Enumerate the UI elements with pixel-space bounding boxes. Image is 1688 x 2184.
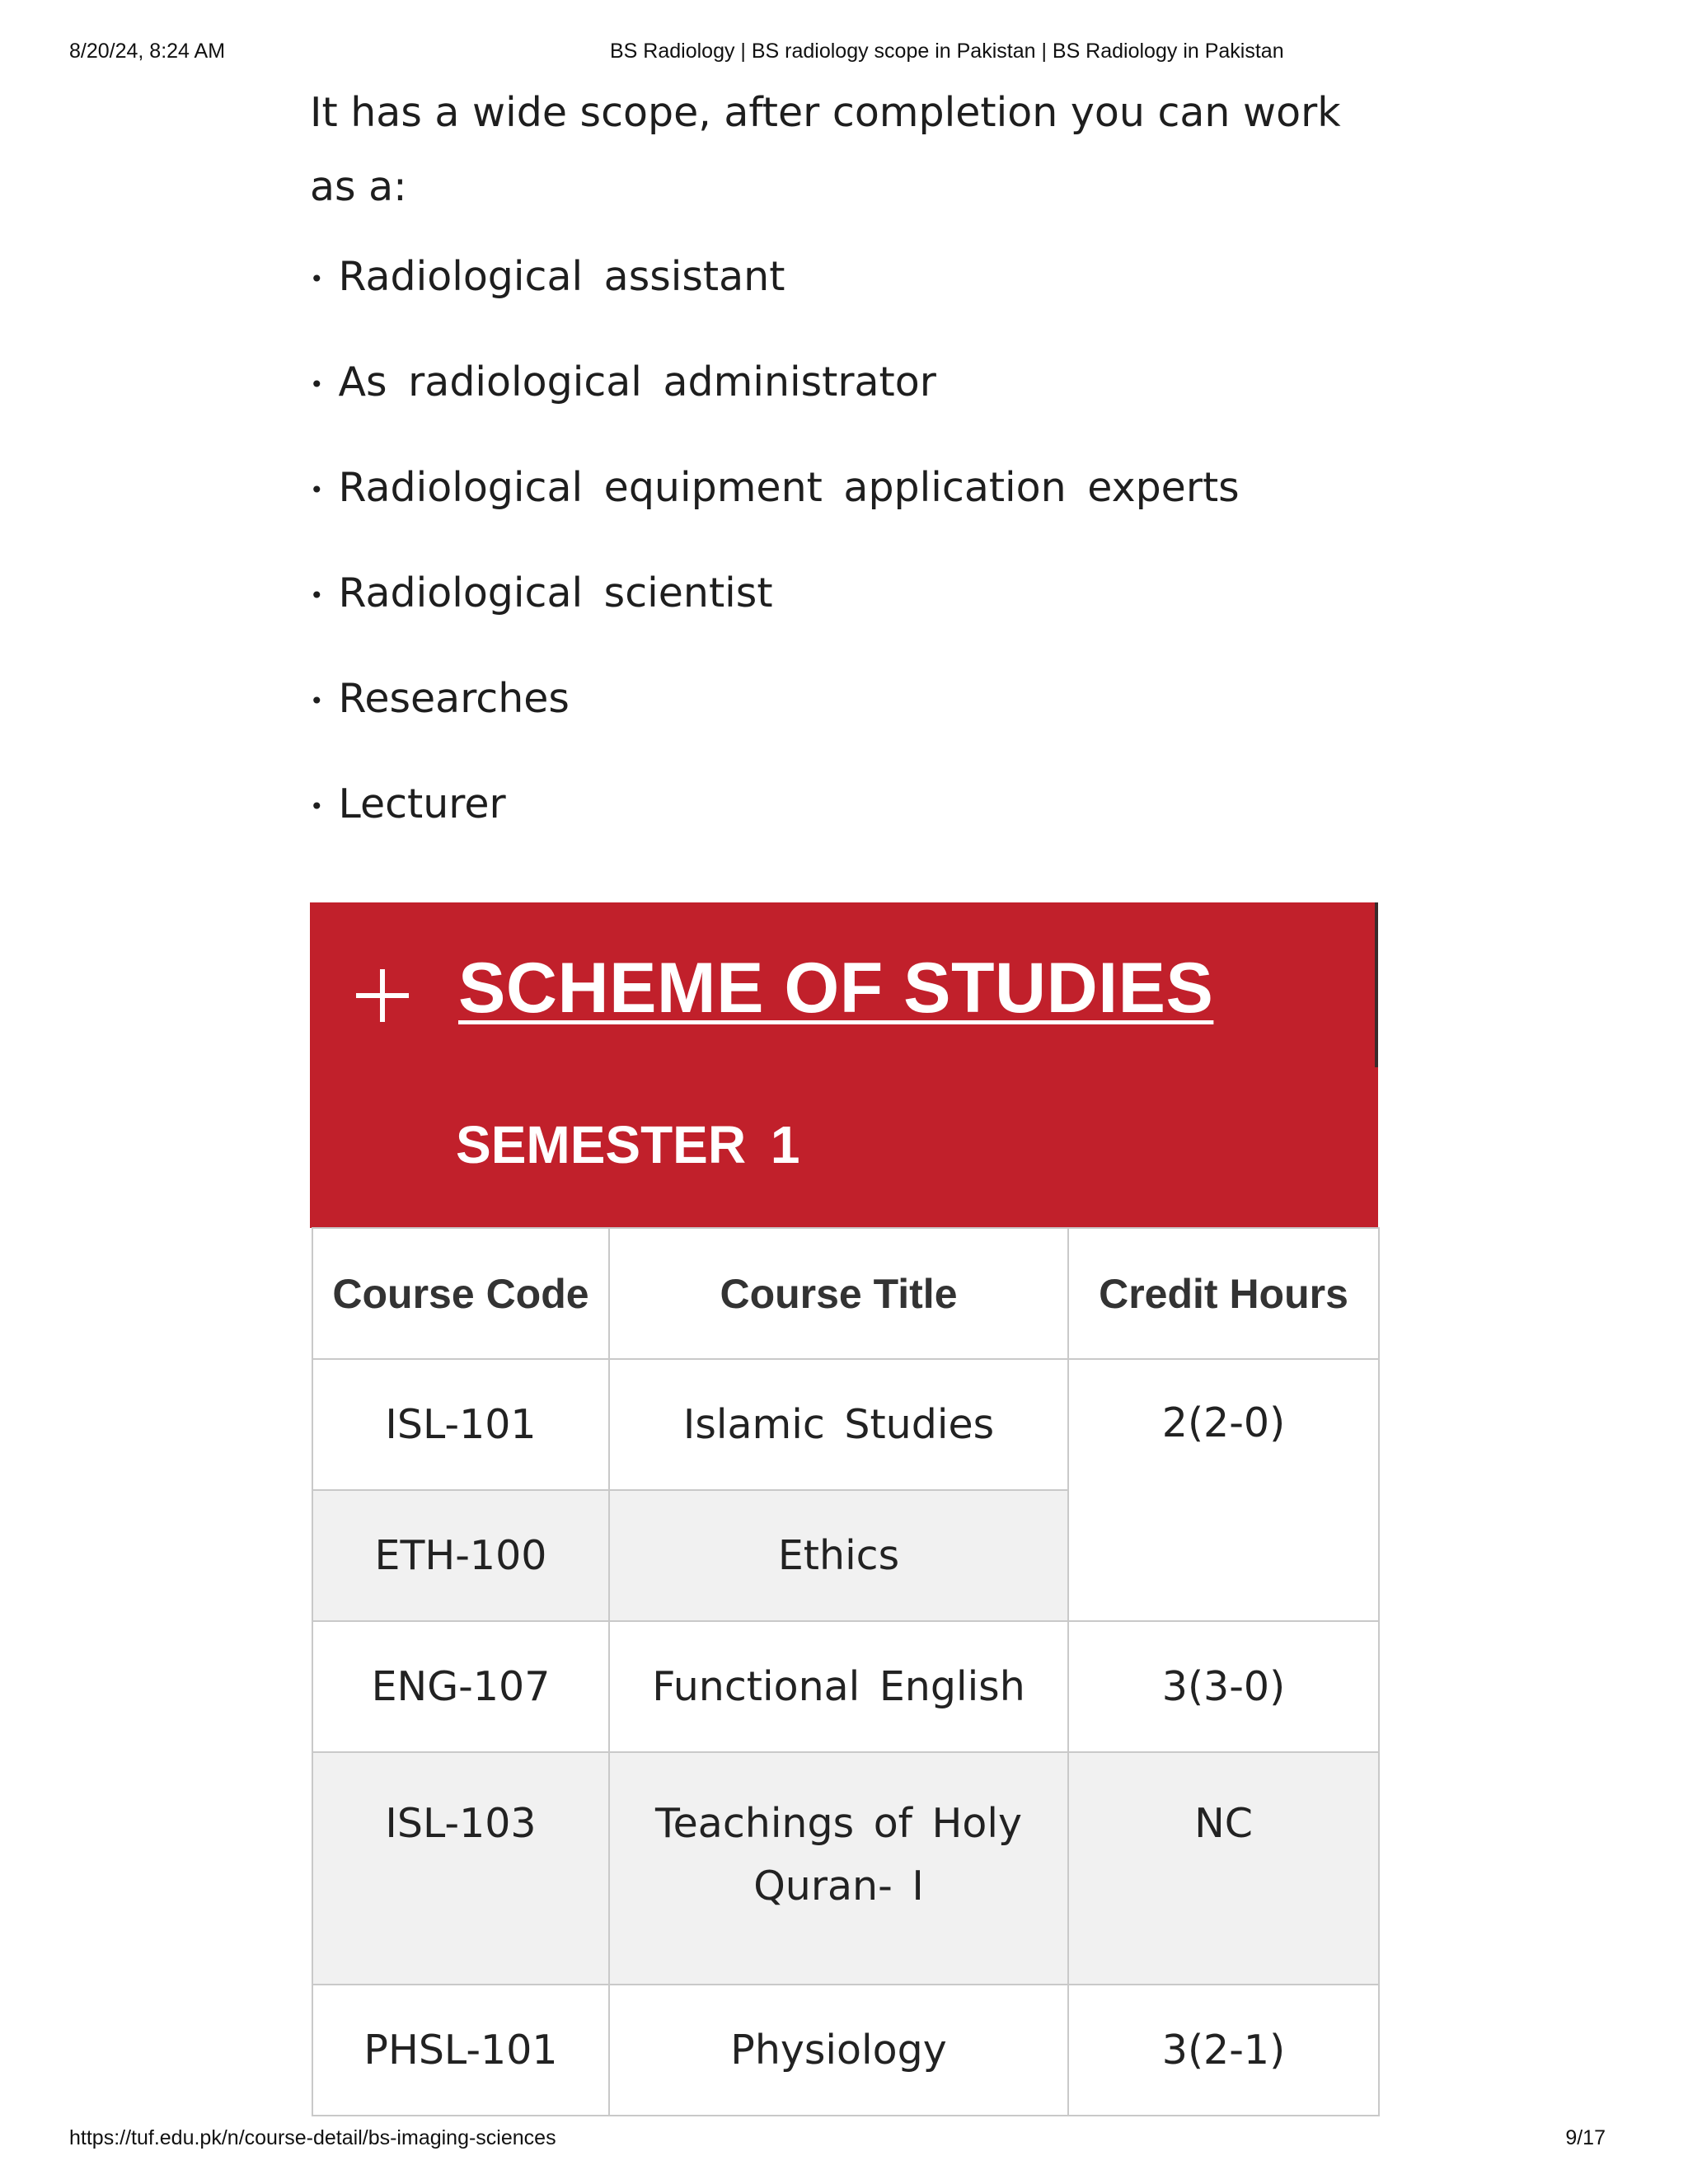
table-row bbox=[312, 1985, 1379, 2116]
table-header-row bbox=[312, 1228, 1379, 1359]
bullet-icon: • bbox=[310, 265, 324, 293]
header-course-title: Course Title bbox=[609, 1228, 1068, 1359]
intro-paragraph: It has a wide scope, after completion you can work as a: bbox=[310, 89, 1341, 210]
header-course-code: Course Code bbox=[312, 1228, 609, 1359]
course-code: PHSL-101 bbox=[312, 1985, 609, 2116]
course-title: Teachings of Holy Quran- I bbox=[609, 1752, 1068, 1985]
header-credit-hours: Credit Hours bbox=[1068, 1228, 1379, 1359]
print-header bbox=[0, 40, 1688, 68]
banner-edge bbox=[1375, 902, 1378, 1067]
credit-hours: 3(3-0) bbox=[1068, 1621, 1379, 1752]
print-footer bbox=[0, 2126, 1688, 2154]
print-page-title: BS Radiology | BS radiology scope in Pakistan | BS Radiology in Pakistan bbox=[610, 40, 1284, 63]
print-datetime: 8/20/24, 8:24 AM bbox=[69, 40, 226, 63]
list-item: • Radiological equipment application experts bbox=[310, 464, 1240, 511]
list-item: • Radiological assistant bbox=[310, 253, 785, 300]
table-row bbox=[312, 1752, 1379, 1985]
course-code: ENG-107 bbox=[312, 1621, 609, 1752]
course-code: ETH-100 bbox=[312, 1490, 609, 1621]
course-code: ISL-103 bbox=[312, 1752, 609, 1985]
credit-hours: 2(2-0) bbox=[1068, 1359, 1379, 1621]
course-title: Islamic Studies bbox=[609, 1359, 1068, 1490]
credit-hours: NC bbox=[1068, 1752, 1379, 1985]
course-code: ISL-101 bbox=[312, 1359, 609, 1490]
semester-heading: SEMESTER 1 bbox=[456, 1115, 800, 1174]
career-list bbox=[310, 224, 1381, 857]
bullet-icon: • bbox=[310, 793, 324, 820]
course-title: Functional English bbox=[609, 1621, 1068, 1752]
print-url: https://tuf.edu.pk/n/course-detail/bs-imaging-sciences bbox=[69, 2126, 556, 2149]
credit-hours: 3(2-1) bbox=[1068, 1985, 1379, 2116]
page-number: 9/17 bbox=[1565, 2126, 1606, 2149]
list-item: • As radiological administrator bbox=[310, 359, 936, 405]
scheme-title[interactable]: SCHEME OF STUDIES bbox=[458, 949, 1214, 1028]
bullet-icon: • bbox=[310, 476, 324, 504]
article-content bbox=[310, 76, 1381, 857]
bullet-icon: • bbox=[310, 687, 324, 715]
course-title: Physiology bbox=[609, 1985, 1068, 2116]
list-item: • Radiological scientist bbox=[310, 569, 773, 616]
plus-icon[interactable] bbox=[356, 969, 409, 1022]
list-item: • Researches bbox=[310, 675, 570, 722]
list-item: • Lecturer bbox=[310, 780, 506, 827]
table-row bbox=[312, 1621, 1379, 1752]
table-row bbox=[312, 1359, 1379, 1490]
course-title: Ethics bbox=[609, 1490, 1068, 1621]
bullet-icon: • bbox=[310, 582, 324, 609]
bullet-icon: • bbox=[310, 371, 324, 398]
course-table bbox=[312, 1227, 1380, 2116]
